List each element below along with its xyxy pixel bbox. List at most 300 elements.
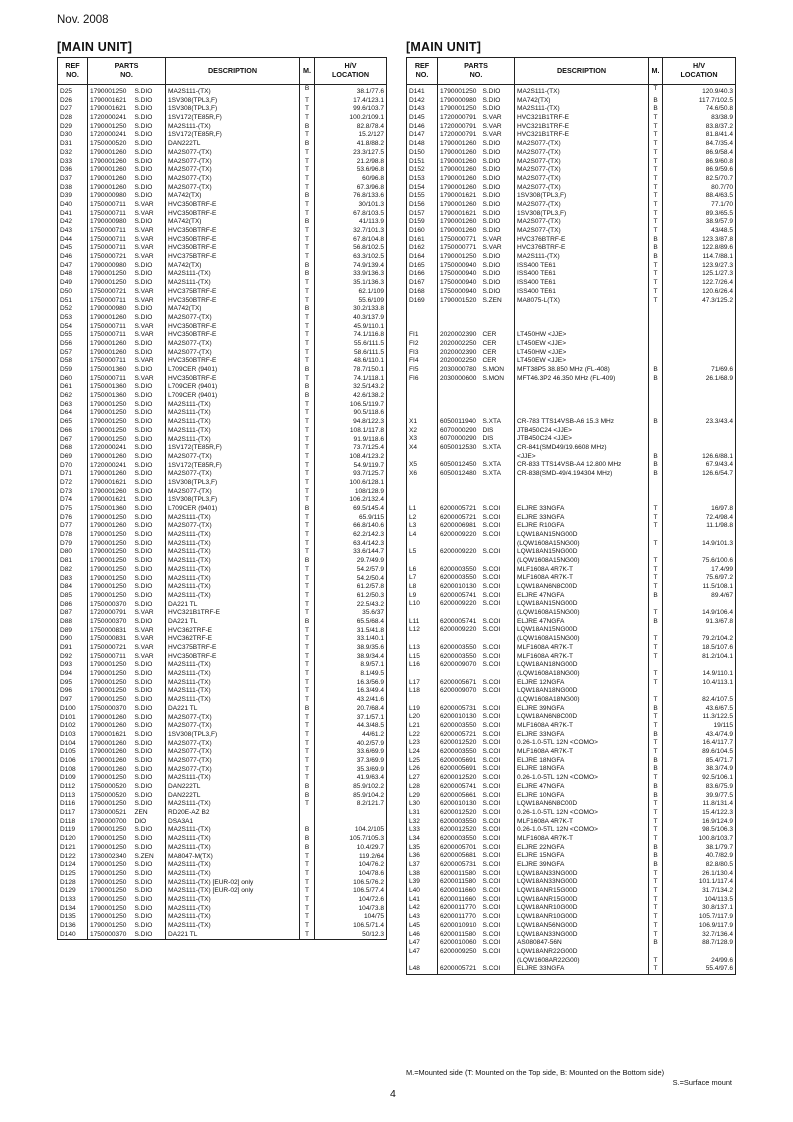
location-cell: 81.8/41.4 <box>663 131 736 140</box>
location-cell: 11.5/108.1 <box>663 583 736 592</box>
table-row <box>58 696 387 705</box>
description-cell: MLF1608A 4R7K-T <box>515 653 649 662</box>
parts-type-cell <box>481 314 515 323</box>
location-cell: 82.8/78.4 <box>315 123 387 132</box>
description-cell: 1SV172(TE85R,F) <box>166 114 300 123</box>
parts-type-cell: S.DIO <box>481 166 515 175</box>
parts-no-cell: 6200005671 <box>438 679 481 688</box>
mounted-side-cell <box>649 331 663 340</box>
parts-type-cell: S.DIO <box>481 140 515 149</box>
location-cell: 108/128.9 <box>315 488 387 497</box>
description-cell <box>515 488 649 497</box>
description-cell: HVC350BTRF-E <box>166 227 300 236</box>
table-row <box>407 957 736 966</box>
parts-no-cell: 1790001250 <box>88 887 133 896</box>
location-cell: 61.2/57.8 <box>315 583 387 592</box>
mounted-side-cell: T <box>300 436 315 445</box>
location-cell: 43.6/67.5 <box>663 705 736 714</box>
table-row <box>407 531 736 540</box>
parts-no-cell: 6200005691 <box>438 765 481 774</box>
mounted-side-cell: B <box>300 705 315 714</box>
description-cell: ELJRE 18NGFA <box>515 765 649 774</box>
location-cell: 63.4/142.3 <box>315 540 387 549</box>
parts-type-cell <box>481 488 515 497</box>
location-cell: 31.5/41.8 <box>315 627 387 636</box>
parts-type-cell: S.DIO <box>133 714 166 723</box>
parts-type-cell: S.DIO <box>133 340 166 349</box>
table-row <box>407 757 736 766</box>
parts-type-cell: S.DIO <box>133 488 166 497</box>
parts-no-cell: 1790001260 <box>88 714 133 723</box>
table-row <box>58 470 387 479</box>
table-row <box>58 870 387 879</box>
parts-no-cell: 1790001260 <box>88 766 133 775</box>
parts-no-cell: 1790001260 <box>88 349 133 358</box>
ref-no-cell: D160 <box>407 227 438 236</box>
mounted-side-cell: T <box>300 314 315 323</box>
parts-no-cell: 6200010060 <box>438 939 481 948</box>
table-row <box>58 496 387 505</box>
table-row <box>407 453 736 462</box>
ref-no-cell <box>407 696 438 705</box>
description-cell: MA2S077-(TX) <box>515 166 649 175</box>
parts-no-cell: 1750000711 <box>88 331 133 340</box>
description-cell: HVC375BTRF-E <box>166 288 300 297</box>
description-cell: LQW18AN15NG00D <box>515 548 649 557</box>
location-cell: 8.1/49.5 <box>315 670 387 679</box>
parts-no-cell: 1750000370 <box>88 705 133 714</box>
mounted-side-cell: T <box>300 427 315 436</box>
parts-type-cell: S.COI <box>481 861 515 870</box>
description-cell: LQW18AN33NG00D <box>515 870 649 879</box>
description-cell: MA2S077-(TX) <box>166 453 300 462</box>
location-cell <box>663 626 736 635</box>
description-cell: 1SV308(TPL3,F) <box>515 192 649 201</box>
mounted-side-cell <box>649 479 663 488</box>
table-row <box>58 401 387 410</box>
location-cell: 40.3/137.9 <box>315 314 387 323</box>
mounted-side-cell: T <box>649 184 663 193</box>
table-row <box>58 218 387 227</box>
parts-type-cell: S.DIO <box>481 218 515 227</box>
ref-no-cell: D79 <box>58 540 88 549</box>
description-cell: LQW18AN18NG00D <box>515 687 649 696</box>
mounted-side-cell <box>649 626 663 635</box>
parts-no-cell: 1790001260 <box>88 740 133 749</box>
ref-no-cell: FI2 <box>407 340 438 349</box>
parts-type-cell: S.DIO <box>133 896 166 905</box>
description-cell: L709CER (9401) <box>166 392 300 401</box>
location-cell: 10.4/29.7 <box>315 844 387 853</box>
parts-no-cell: 1750000721 <box>88 288 133 297</box>
ref-no-cell: X2 <box>407 427 438 436</box>
location-cell <box>663 340 736 349</box>
location-cell: 20.7/68.4 <box>315 705 387 714</box>
parts-type-cell: S.XTA <box>481 461 515 470</box>
ref-no-cell: L47 <box>407 939 438 948</box>
mounted-side-cell: B <box>300 123 315 132</box>
mounted-side-cell: T <box>300 522 315 531</box>
parts-type-cell: S.DIO <box>481 105 515 114</box>
parts-type-cell <box>481 392 515 401</box>
parts-no-cell: 1790001260 <box>88 149 133 158</box>
location-cell <box>663 661 736 670</box>
parts-type-cell: S.DIO <box>133 800 166 809</box>
location-cell: 54.2/50.4 <box>315 575 387 584</box>
description-cell: MA2S077-(TX) <box>166 470 300 479</box>
parts-no-cell: 1790001621 <box>88 479 133 488</box>
parts-no-cell: 1750001360 <box>88 366 133 375</box>
mounted-side-cell <box>649 427 663 436</box>
parts-no-cell <box>438 314 481 323</box>
location-cell <box>315 809 387 818</box>
table-row <box>407 809 736 818</box>
ref-no-cell: L48 <box>407 965 438 974</box>
location-cell: 40.7/82.9 <box>663 852 736 861</box>
mounted-side-cell: B <box>300 85 315 97</box>
parts-type-cell: S.DIO <box>481 175 515 184</box>
table-row <box>58 575 387 584</box>
ref-no-cell: L3 <box>407 522 438 531</box>
parts-type-cell: S.DIO <box>133 383 166 392</box>
description-cell: MA2S077-(TX) <box>166 149 300 158</box>
table-row <box>407 826 736 835</box>
mounted-side-cell: T <box>649 114 663 123</box>
mounted-side-cell: B <box>300 270 315 279</box>
parts-no-cell: 2020002250 <box>438 357 481 366</box>
description-cell: ELJRE 18NGFA <box>515 757 649 766</box>
description-cell: MLF1608A 4R7K-T <box>515 566 649 575</box>
parts-type-cell: S.DIO <box>133 792 166 801</box>
table-row <box>58 375 387 384</box>
table-row <box>58 192 387 201</box>
mounted-side-cell: T <box>649 583 663 592</box>
parts-no-cell: 1790001250 <box>88 566 133 575</box>
table-row <box>58 114 387 123</box>
right-parts-table <box>406 57 736 975</box>
description-cell: MA2S077-(TX) <box>166 184 300 193</box>
parts-type-cell: S.DIO <box>133 218 166 227</box>
parts-no-cell: 1790001621 <box>438 210 481 219</box>
ref-no-cell: D61 <box>58 383 88 392</box>
table-row <box>407 931 736 940</box>
parts-no-cell: 6200003550 <box>438 818 481 827</box>
parts-no-cell: 1790001260 <box>438 184 481 193</box>
table-row <box>58 201 387 210</box>
table-row <box>407 748 736 757</box>
ref-no-cell: D113 <box>58 792 88 801</box>
parts-no-cell: 1750000711 <box>88 323 133 332</box>
table-row <box>407 262 736 271</box>
table-row <box>407 609 736 618</box>
mounted-side-cell: T <box>300 114 315 123</box>
location-cell: 16.3/56.9 <box>315 679 387 688</box>
parts-no-cell <box>438 409 481 418</box>
ref-no-cell: D91 <box>58 644 88 653</box>
ref-no-cell <box>407 401 438 410</box>
parts-no-cell: 2020002390 <box>438 331 481 340</box>
description-cell: LQW18AN56NG00D <box>515 922 649 931</box>
mounted-side-cell: T <box>300 401 315 410</box>
ref-no-cell: D80 <box>58 548 88 557</box>
parts-no-cell: 1790001250 <box>88 844 133 853</box>
description-cell: MA2S111-(TX) <box>166 870 300 879</box>
parts-no-cell: 1790001260 <box>88 158 133 167</box>
parts-no-cell: 6200006981 <box>438 522 481 531</box>
description-cell: L709CER (9401) <box>166 366 300 375</box>
mounted-side-cell: T <box>300 227 315 236</box>
table-row <box>407 661 736 670</box>
parts-no-cell: 1790001260 <box>88 722 133 731</box>
ref-no-cell: D129 <box>58 887 88 896</box>
description-cell: 1SV308(TPL3,F) <box>166 479 300 488</box>
ref-no-cell: D154 <box>407 184 438 193</box>
ref-no-cell <box>407 496 438 505</box>
ref-no-cell: D97 <box>58 696 88 705</box>
mounted-side-cell: T <box>300 905 315 914</box>
description-header: DESCRIPTION <box>515 58 649 85</box>
parts-type-cell <box>481 635 515 644</box>
ref-no-cell: D93 <box>58 661 88 670</box>
description-cell: MA2S111-(TX) <box>166 540 300 549</box>
location-cell: 67.8/103.5 <box>315 210 387 219</box>
parts-type-cell: S.DIO <box>133 661 166 670</box>
mounted-side-cell: T <box>649 644 663 653</box>
location-cell: 14.9/110.1 <box>663 670 736 679</box>
table-row <box>407 904 736 913</box>
location-cell: 19/115 <box>663 722 736 731</box>
table-row <box>407 653 736 662</box>
description-cell: LQW18ANR15G00D <box>515 887 649 896</box>
location-cell <box>663 383 736 392</box>
description-cell: (LQW1608A15NG00) <box>515 540 649 549</box>
table-row <box>58 818 387 827</box>
location-cell <box>663 687 736 696</box>
table-row <box>407 540 736 549</box>
mounted-side-cell: T <box>649 201 663 210</box>
description-cell: HVC350BTRF-E <box>166 331 300 340</box>
parts-no-cell: 6200005741 <box>438 783 481 792</box>
location-cell: 16/97.8 <box>663 505 736 514</box>
mounted-side-cell: T <box>300 853 315 862</box>
parts-no-cell: 1790001250 <box>438 105 481 114</box>
mounted-side-cell: T <box>300 279 315 288</box>
ref-no-cell: L6 <box>407 566 438 575</box>
mounted-side-cell: T <box>300 357 315 366</box>
parts-no-cell <box>438 540 481 549</box>
parts-no-cell: 1790001260 <box>438 175 481 184</box>
ref-no-cell: X6 <box>407 470 438 479</box>
parts-type-cell: S.DIO <box>481 270 515 279</box>
description-cell <box>515 401 649 410</box>
parts-no-cell: 1790001520 <box>438 297 481 306</box>
parts-no-cell: 2020002250 <box>438 340 481 349</box>
description-cell: DAN222TL <box>166 792 300 801</box>
parts-no-cell <box>438 635 481 644</box>
mounted-side-cell: T <box>649 574 663 583</box>
parts-type-cell: S.DIO <box>133 557 166 566</box>
mounted-side-cell: T <box>300 236 315 245</box>
mounted-side-cell: T <box>649 123 663 132</box>
parts-no-cell: 1790001250 <box>88 896 133 905</box>
parts-type-cell: S.COI <box>481 948 515 957</box>
ref-no-cell: D57 <box>58 349 88 358</box>
mounted-side-cell: B <box>649 861 663 870</box>
description-cell: LT450HW <JJE> <box>515 331 649 340</box>
mounted-side-cell: T <box>300 870 315 879</box>
parts-type-cell: S.DIO <box>133 496 166 505</box>
document-date: Nov. 2008 <box>57 14 109 26</box>
table-row <box>407 244 736 253</box>
table-row <box>407 470 736 479</box>
parts-type-cell: S.COI <box>481 713 515 722</box>
mounted-side-cell: B <box>300 505 315 514</box>
description-cell: LQW18ANR10G00D <box>515 904 649 913</box>
parts-type-cell: S.DIO <box>481 85 515 97</box>
table-row <box>407 488 736 497</box>
parts-no-cell: 1750001360 <box>88 392 133 401</box>
table-row <box>407 166 736 175</box>
parts-no-cell: 6200010910 <box>438 922 481 931</box>
ref-no-cell: L19 <box>407 705 438 714</box>
ref-no-cell: D169 <box>407 297 438 306</box>
ref-no-cell: L47 <box>407 948 438 957</box>
description-cell: ELJRE 33NGFA <box>515 965 649 974</box>
ref-no-cell: L42 <box>407 904 438 913</box>
parts-no-header: PARTS NO. <box>438 58 515 85</box>
mounted-side-cell: T <box>649 557 663 566</box>
parts-no-cell: 1790001250 <box>88 922 133 931</box>
description-cell <box>515 305 649 314</box>
parts-no-cell: 6200012520 <box>438 809 481 818</box>
description-cell: ELJRE 47NGFA <box>515 783 649 792</box>
ref-no-cell: L46 <box>407 931 438 940</box>
description-cell: MFT46.3P2 46.350 MHz (FL-409) <box>515 375 649 384</box>
location-cell: 11.1/98.8 <box>663 522 736 531</box>
mounted-side-cell: T <box>300 627 315 636</box>
mounted-side-cell: T <box>300 592 315 601</box>
description-cell: HVC375BTRF-E <box>166 253 300 262</box>
location-cell: 50/12.3 <box>315 931 387 940</box>
mounted-side-cell: T <box>300 661 315 670</box>
parts-type-cell: S.VAR <box>133 210 166 219</box>
location-cell: 23.3/127.5 <box>315 149 387 158</box>
mounted-side-cell: B <box>300 783 315 792</box>
parts-no-cell: 1790001250 <box>88 548 133 557</box>
ref-no-cell: D69 <box>58 453 88 462</box>
location-cell: 22.5/43.2 <box>315 601 387 610</box>
description-cell: ISS400 TE61 <box>515 270 649 279</box>
mounted-side-cell: B <box>649 939 663 948</box>
table-row <box>58 444 387 453</box>
location-cell: 91.9/118.6 <box>315 436 387 445</box>
description-cell: MA2S077-(TX) <box>166 748 300 757</box>
parts-type-cell: S.COI <box>481 514 515 523</box>
parts-no-cell: 6200005681 <box>438 852 481 861</box>
location-cell: 119.2/64 <box>315 853 387 862</box>
table-row <box>407 218 736 227</box>
ref-no-cell: FI3 <box>407 349 438 358</box>
description-cell: MA742(TX) <box>166 192 300 201</box>
ref-no-cell: X5 <box>407 461 438 470</box>
description-cell: 1SV308(TPL3,F) <box>166 496 300 505</box>
parts-no-cell: 1790001250 <box>88 696 133 705</box>
description-cell: MA2S077-(TX) <box>515 218 649 227</box>
table-row <box>58 835 387 844</box>
ref-no-header: REF NO. <box>407 58 438 85</box>
table-row <box>58 853 387 862</box>
parts-type-cell: DIO <box>133 818 166 827</box>
description-cell: DA221 TL <box>166 601 300 610</box>
table-row <box>407 731 736 740</box>
location-cell: 43.4/74.9 <box>663 731 736 740</box>
ref-no-cell: D66 <box>58 427 88 436</box>
description-cell: MA2S111-(TX) <box>166 123 300 132</box>
ref-no-cell: D29 <box>58 123 88 132</box>
description-cell: LQW18AN15NG00D <box>515 531 649 540</box>
mounted-side-cell: T <box>649 609 663 618</box>
description-cell: MA2S077-(TX) <box>515 175 649 184</box>
mounted-side-cell: T <box>300 879 315 888</box>
table-row <box>58 661 387 670</box>
mounted-side-cell: T <box>649 131 663 140</box>
description-cell: 1SV308(TPL3,F) <box>166 105 300 114</box>
description-cell: CR-841(SMD49/19.6608 MHz) <box>515 444 649 453</box>
description-cell: ELJRE 10NGFA <box>515 792 649 801</box>
parts-no-cell: 1790001250 <box>88 436 133 445</box>
parts-no-cell: 1790001260 <box>438 149 481 158</box>
ref-no-cell: D92 <box>58 653 88 662</box>
parts-type-cell: S.DIO <box>133 548 166 557</box>
parts-type-cell: S.DIO <box>133 844 166 853</box>
parts-no-cell: 1790001250 <box>88 800 133 809</box>
ref-no-cell: D39 <box>58 192 88 201</box>
parts-no-cell: 1790001260 <box>438 158 481 167</box>
parts-type-cell: S.DIO <box>133 531 166 540</box>
description-cell: LQW18ANR15G00D <box>515 896 649 905</box>
right-unit-title: [MAIN UNIT] <box>406 40 482 54</box>
mounted-side-cell: T <box>649 739 663 748</box>
ref-no-cell: D31 <box>58 140 88 149</box>
parts-type-cell: S.COI <box>481 878 515 887</box>
ref-no-cell: D53 <box>58 314 88 323</box>
location-cell: 92.5/106.1 <box>663 774 736 783</box>
parts-type-cell: S.VAR <box>133 627 166 636</box>
ref-no-cell: D44 <box>58 236 88 245</box>
table-row <box>58 436 387 445</box>
parts-no-cell: 6200003550 <box>438 644 481 653</box>
location-cell: 39.9/77.5 <box>663 792 736 801</box>
mounted-side-cell: B <box>649 244 663 253</box>
location-cell: 67.9/43.4 <box>663 461 736 470</box>
location-cell: 104/75 <box>315 913 387 922</box>
description-cell: HVC376BTRF-E <box>515 236 649 245</box>
table-row <box>58 227 387 236</box>
description-cell: MA2S111-(TX) <box>166 800 300 809</box>
parts-no-cell: 1720000791 <box>438 114 481 123</box>
table-row <box>407 644 736 653</box>
description-cell: MLF1608A 4R7K-T <box>515 835 649 844</box>
description-cell: 1SV308(TPL3,F) <box>166 731 300 740</box>
location-cell: 30/101.3 <box>315 201 387 210</box>
location-cell: 35.1/136.3 <box>315 279 387 288</box>
parts-type-cell: S.VAR <box>133 653 166 662</box>
mounted-side-cell: B <box>649 366 663 375</box>
mounted-side-cell: T <box>300 644 315 653</box>
location-cell: 104/73.8 <box>315 905 387 914</box>
ref-no-cell: D145 <box>407 114 438 123</box>
description-cell: 0.26-1.0-5TL 12N <COMO> <box>515 774 649 783</box>
